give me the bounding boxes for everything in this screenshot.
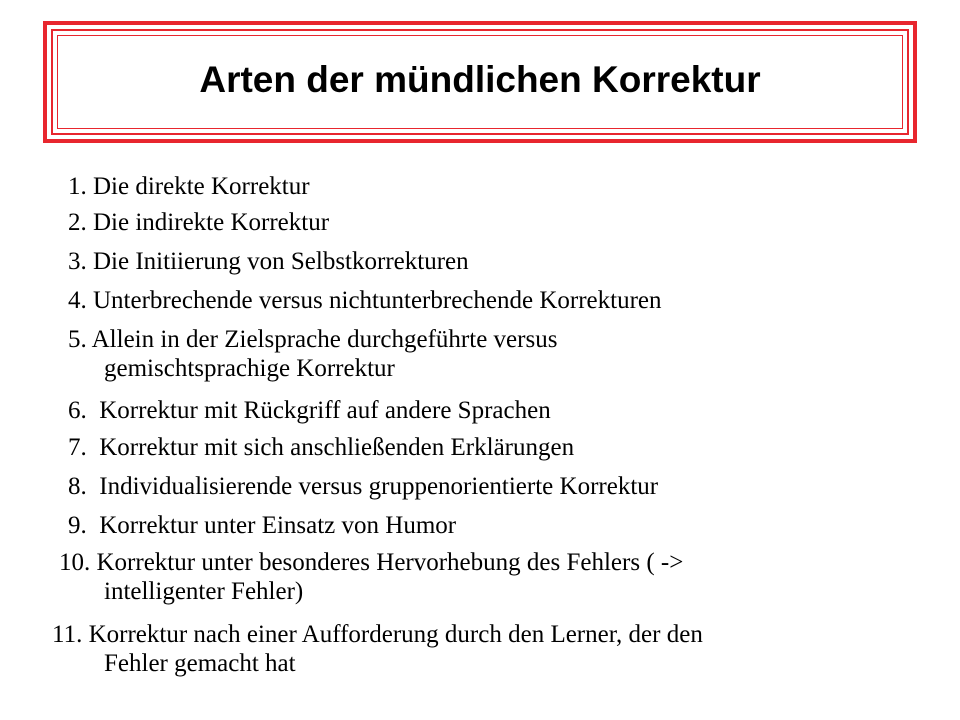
list-item-text: Die Initiierung von Selbstkorrekturen	[93, 248, 469, 275]
list-item-3	[68, 247, 469, 276]
list-item-number: 2.	[68, 209, 87, 236]
list-item-text: Die direkte Korrektur	[93, 173, 310, 200]
list-item-number: 8.	[68, 473, 87, 500]
list-item-text: gemischtsprachige Korrektur	[104, 355, 395, 382]
list-item-text: Korrektur nach einer Aufforderung durch den Lerner, der den	[88, 621, 703, 648]
list-item-10-continuation	[104, 577, 303, 606]
list-item-11	[52, 620, 703, 649]
list-item-7	[68, 433, 574, 462]
list-item-text: Korrektur mit sich anschließenden Erklärungen	[99, 434, 575, 461]
list-item-9	[68, 511, 456, 540]
list-item-10	[59, 548, 683, 577]
list-item-6	[68, 396, 551, 425]
list-item-4	[68, 286, 662, 315]
slide-title: Arten der mündlichen Korrektur	[199, 59, 761, 100]
list-item-11-continuation	[104, 649, 296, 678]
list-item-text: Die indirekte Korrektur	[93, 209, 330, 236]
list-item-text: Korrektur unter besonderes Hervorhebung des Fehlers ( ->	[96, 549, 684, 576]
list-item-text: Unterbrechende versus nichtunterbrechende Korrekturen	[93, 287, 662, 314]
list-item-2	[68, 208, 329, 237]
list-item-text: intelligenter Fehler)	[104, 578, 304, 605]
list-item-5	[68, 325, 557, 354]
list-item-1	[68, 172, 310, 201]
list-item-number: 11.	[52, 621, 83, 648]
list-item-5-continuation	[104, 354, 395, 383]
list-item-text: Korrektur unter Einsatz von Humor	[99, 512, 457, 539]
list-item-number: 1.	[68, 173, 87, 200]
list-item-number: 5.	[68, 326, 87, 353]
list-item-number: 4.	[68, 287, 87, 314]
list-item-text: Allein in der Zielsprache durchgeführte versus	[91, 326, 558, 353]
list-item-text: Korrektur mit Rückgriff auf andere Sprachen	[99, 397, 551, 424]
list-item-number: 3.	[68, 248, 87, 275]
list-item-number: 6.	[68, 397, 87, 424]
list-item-number: 7.	[68, 434, 87, 461]
list-item-text: Fehler gemacht hat	[104, 650, 296, 677]
list-item-number: 9.	[68, 512, 87, 539]
list-item-8	[68, 472, 658, 501]
list-item-number: 10.	[59, 549, 91, 576]
list-item-text: Individualisierende versus gruppenorientierte Korrektur	[99, 473, 659, 500]
